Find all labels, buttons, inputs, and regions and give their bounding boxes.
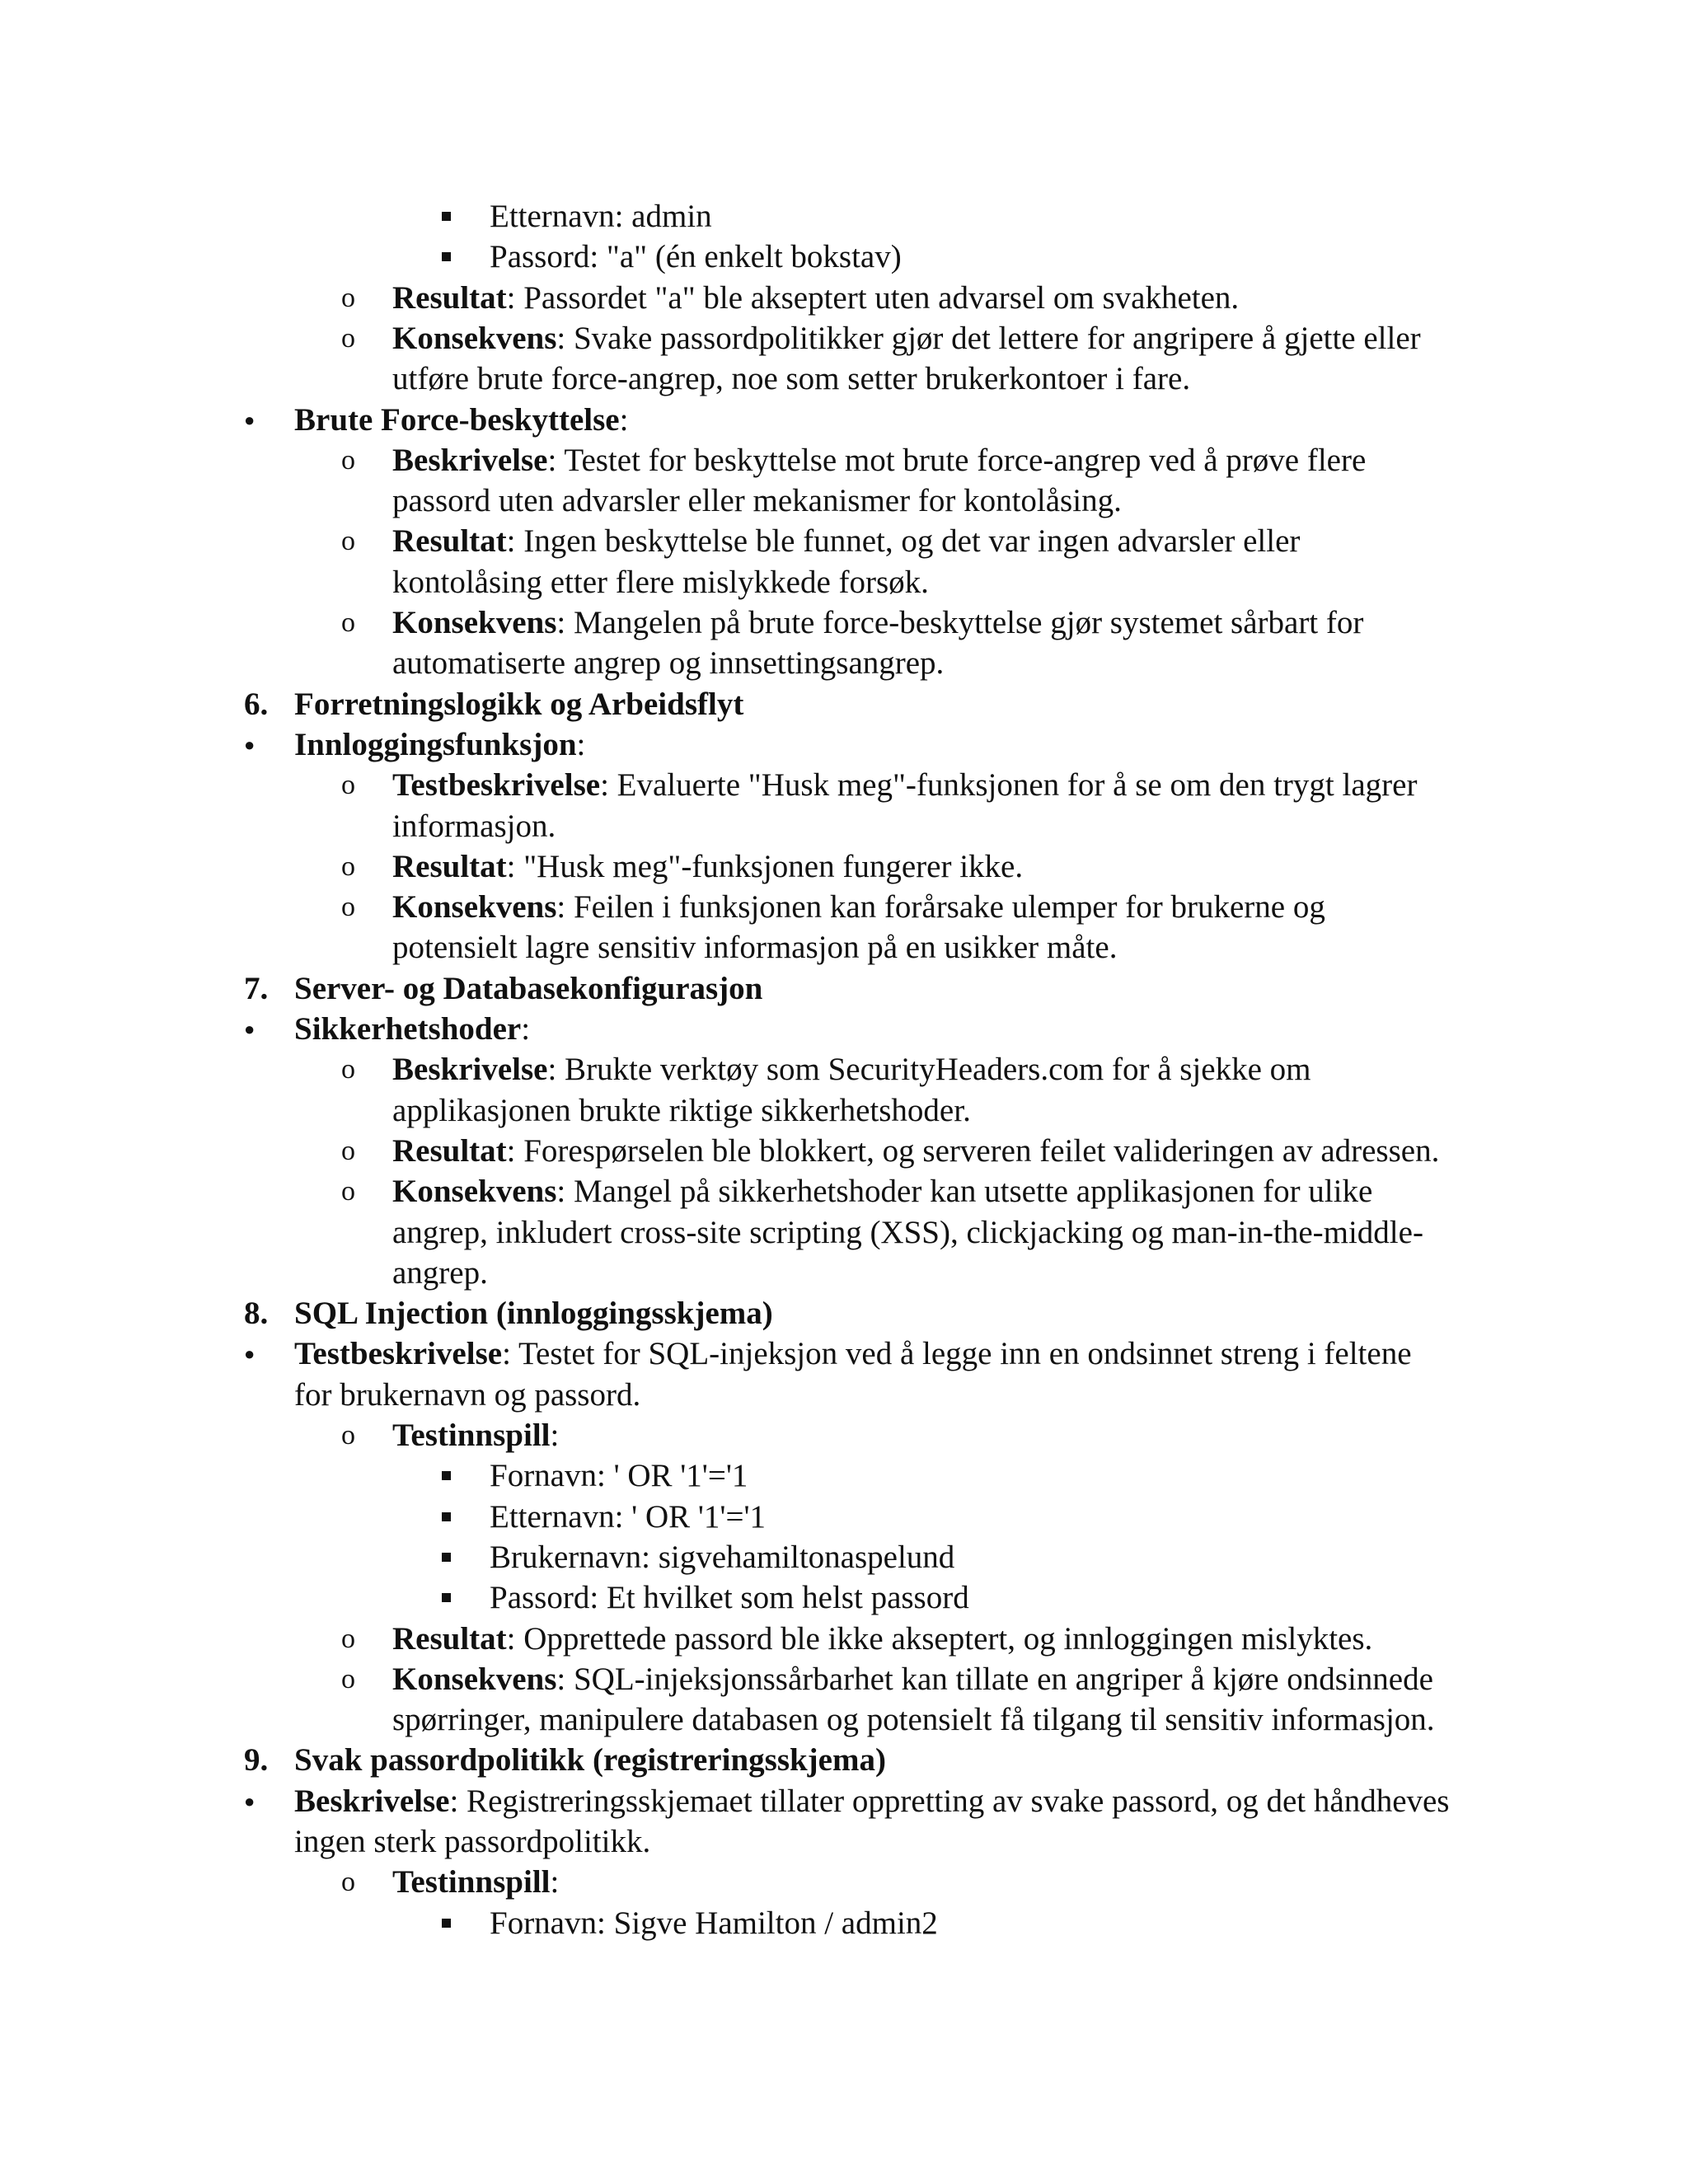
- item-label: Beskrivelse: [392, 1052, 548, 1087]
- list-item: [490, 237, 902, 277]
- item-text: Fornavn: ' OR '1'='1: [490, 1458, 748, 1493]
- list-item: [490, 1455, 748, 1496]
- list-item: [392, 1212, 1423, 1253]
- list-item: [392, 927, 1117, 968]
- list-item: [392, 1659, 1433, 1699]
- item-text: Fornavn: Sigve Hamilton / admin2: [490, 1905, 938, 1941]
- list-item: [392, 1415, 559, 1455]
- item-text: : SQL-injeksjonssårbarhet kan tillate en angriper å kjøre ondsinnede: [556, 1661, 1433, 1697]
- item-label: Beskrivelse: [392, 443, 548, 478]
- list-item: [392, 1049, 1311, 1090]
- list-item: [392, 765, 1417, 805]
- square-bullet-icon: [442, 1471, 451, 1480]
- circle-bullet-icon: o: [341, 1624, 355, 1654]
- list-item: [392, 562, 929, 602]
- item-label: Forretningslogikk og Arbeidsflyt: [294, 687, 744, 722]
- section-number: 6.: [244, 687, 269, 722]
- list-item: [392, 278, 1239, 318]
- item-label: Konsekvens: [392, 605, 557, 640]
- item-text: potensielt lagre sensitiv informasjon på en usikker måte.: [392, 930, 1118, 965]
- square-bullet-icon: [442, 1512, 451, 1521]
- list-item: [294, 724, 585, 765]
- item-text: applikasjonen brukte riktige sikkerhetshoder.: [392, 1093, 971, 1128]
- item-text: Passord: "a" (én enkelt bokstav): [490, 239, 902, 274]
- circle-bullet-icon: o: [341, 892, 355, 922]
- square-bullet-icon: [442, 212, 451, 221]
- circle-bullet-icon: o: [341, 283, 355, 313]
- item-text: : Passordet "a" ble akseptert uten advarsel om svakheten.: [506, 280, 1240, 316]
- section-heading: [294, 1293, 773, 1333]
- circle-bullet-icon: o: [341, 323, 355, 354]
- item-text: : Opprettede passord ble ikke akseptert, og innloggingen mislyktes.: [506, 1621, 1373, 1657]
- item-text: for brukernavn og passord.: [294, 1377, 641, 1413]
- list-item: [392, 440, 1366, 480]
- square-bullet-icon: [442, 1919, 451, 1928]
- item-text: : Registreringsskjemaet tillater oppretting av svake passord, og det håndheves: [449, 1783, 1450, 1819]
- circle-bullet-icon: o: [341, 851, 355, 882]
- bullet-icon: ●: [244, 1019, 256, 1039]
- item-text: :: [619, 402, 629, 438]
- section-number: 7.: [244, 971, 269, 1006]
- list-item: [490, 1903, 938, 1943]
- list-item: [392, 643, 944, 683]
- item-text: : Mangelen på brute force-beskyttelse gjør systemet sårbart for: [556, 605, 1364, 640]
- item-text: Brukernavn: sigvehamiltonaspelund: [490, 1540, 955, 1575]
- item-label: Resultat: [392, 523, 507, 559]
- item-label: Brute Force-beskyttelse: [294, 402, 620, 438]
- item-text: :: [521, 1011, 531, 1047]
- list-item: [392, 359, 1190, 399]
- item-text: : "Husk meg"-funksjonen fungerer ikke.: [506, 849, 1024, 884]
- list-item: [392, 1253, 488, 1293]
- item-text: : Mangel på sikkerhetshoder kan utsette applikasjonen for ulike: [556, 1174, 1373, 1209]
- circle-bullet-icon: o: [341, 1136, 355, 1166]
- item-text: utføre brute force-angrep, noe som setter brukerkontoer i fare.: [392, 361, 1191, 396]
- circle-bullet-icon: o: [341, 1054, 355, 1085]
- item-text: : Brukte verktøy som SecurityHeaders.com for å sjekke om: [547, 1052, 1311, 1087]
- item-text: : Feilen i funksjonen kan forårsake ulemper for brukerne og: [556, 889, 1325, 925]
- square-bullet-icon: [442, 1553, 451, 1562]
- list-item: [294, 1009, 530, 1049]
- item-label: Konsekvens: [392, 321, 557, 356]
- item-label: Server- og Databasekonfigurasjon: [294, 971, 763, 1006]
- list-item: [392, 318, 1421, 359]
- item-text: ingen sterk passordpolitikk.: [294, 1824, 651, 1859]
- item-label: Resultat: [392, 1133, 507, 1169]
- square-bullet-icon: [442, 252, 451, 261]
- item-text: : Testet for SQL-injeksjon ved å legge inn en ondsinnet streng i feltene: [502, 1336, 1412, 1371]
- list-item: [294, 1333, 1412, 1374]
- item-label: SQL Injection (innloggingsskjema): [294, 1296, 773, 1331]
- item-text: : Testet for beskyttelse mot brute force-angrep ved å prøve flere: [547, 443, 1367, 478]
- section-heading: [294, 684, 743, 724]
- list-item: [490, 1537, 954, 1577]
- list-item: [490, 1577, 969, 1618]
- item-label: Konsekvens: [392, 889, 557, 925]
- list-item: [392, 1699, 1435, 1740]
- circle-bullet-icon: o: [341, 770, 355, 800]
- item-text: : Forespørselen ble blokkert, og serveren feilet valideringen av adressen.: [506, 1133, 1440, 1169]
- list-item: [294, 1821, 650, 1862]
- list-item: [392, 887, 1325, 927]
- list-item: [392, 1090, 971, 1131]
- item-text: passord uten advarsler eller mekanismer for kontolåsing.: [392, 483, 1122, 518]
- item-text: :: [576, 727, 586, 762]
- circle-bullet-icon: o: [341, 1664, 355, 1694]
- list-item: [392, 521, 1300, 561]
- item-text: spørringer, manipulere databasen og potensielt få tilgang til sensitiv informasjon.: [392, 1702, 1435, 1737]
- bullet-icon: ●: [244, 1791, 256, 1811]
- item-text: : Svake passordpolitikker gjør det lettere for angripere å gjette eller: [556, 321, 1421, 356]
- item-label: Sikkerhetshoder: [294, 1011, 522, 1047]
- circle-bullet-icon: o: [341, 445, 355, 476]
- bullet-icon: ●: [244, 1343, 256, 1364]
- section-heading: [294, 968, 762, 1009]
- circle-bullet-icon: o: [341, 1176, 355, 1207]
- item-text: : Evaluerte "Husk meg"-funksjonen for å se om den trygt lagrer: [600, 767, 1418, 803]
- item-text: kontolåsing etter flere mislykkede forsøk.: [392, 565, 929, 600]
- list-item: [490, 1497, 766, 1537]
- list-item: [392, 1862, 559, 1902]
- item-label: Resultat: [392, 280, 507, 316]
- list-item: [490, 196, 712, 237]
- section-number: 8.: [244, 1296, 269, 1331]
- circle-bullet-icon: o: [341, 526, 355, 556]
- item-text: :: [550, 1418, 560, 1453]
- item-label: Beskrivelse: [294, 1783, 450, 1819]
- list-item: [392, 1619, 1372, 1659]
- item-label: Resultat: [392, 1621, 507, 1657]
- item-label: Testinnspill: [392, 1418, 551, 1453]
- list-item: [392, 1171, 1372, 1212]
- list-item: [294, 400, 628, 440]
- item-label: Svak passordpolitikk (registreringsskjema): [294, 1742, 886, 1778]
- circle-bullet-icon: o: [341, 607, 355, 638]
- list-item: [392, 1131, 1439, 1171]
- item-text: informasjon.: [392, 808, 556, 844]
- section-heading: [294, 1740, 886, 1780]
- square-bullet-icon: [442, 1593, 451, 1602]
- circle-bullet-icon: o: [341, 1867, 355, 1897]
- item-label: Testinnspill: [392, 1864, 551, 1900]
- item-text: :: [550, 1864, 560, 1900]
- list-item: [294, 1375, 640, 1415]
- item-text: automatiserte angrep og innsettingsangrep.: [392, 645, 945, 681]
- bullet-icon: ●: [244, 734, 256, 755]
- item-text: : Ingen beskyttelse ble funnet, og det var ingen advarsler eller: [506, 523, 1301, 559]
- item-label: Testbeskrivelse: [392, 767, 601, 803]
- item-label: Konsekvens: [392, 1174, 557, 1209]
- list-item: [392, 806, 556, 846]
- item-text: Etternavn: ' OR '1'='1: [490, 1499, 766, 1535]
- item-text: Passord: Et hvilket som helst passord: [490, 1580, 969, 1615]
- list-item: [392, 602, 1363, 643]
- item-label: Konsekvens: [392, 1661, 557, 1697]
- item-text: Etternavn: admin: [490, 199, 712, 234]
- list-item: [392, 480, 1122, 521]
- item-label: Innloggingsfunksjon: [294, 727, 577, 762]
- bullet-icon: ●: [244, 410, 256, 430]
- circle-bullet-icon: o: [341, 1420, 355, 1451]
- section-number: 9.: [244, 1742, 269, 1778]
- item-text: angrep, inkludert cross-site scripting (XSS), clickjacking og man-in-the-middle-: [392, 1215, 1423, 1250]
- list-item: [392, 846, 1023, 887]
- item-text: angrep.: [392, 1255, 488, 1291]
- item-label: Testbeskrivelse: [294, 1336, 503, 1371]
- item-label: Resultat: [392, 849, 507, 884]
- list-item: [294, 1781, 1450, 1821]
